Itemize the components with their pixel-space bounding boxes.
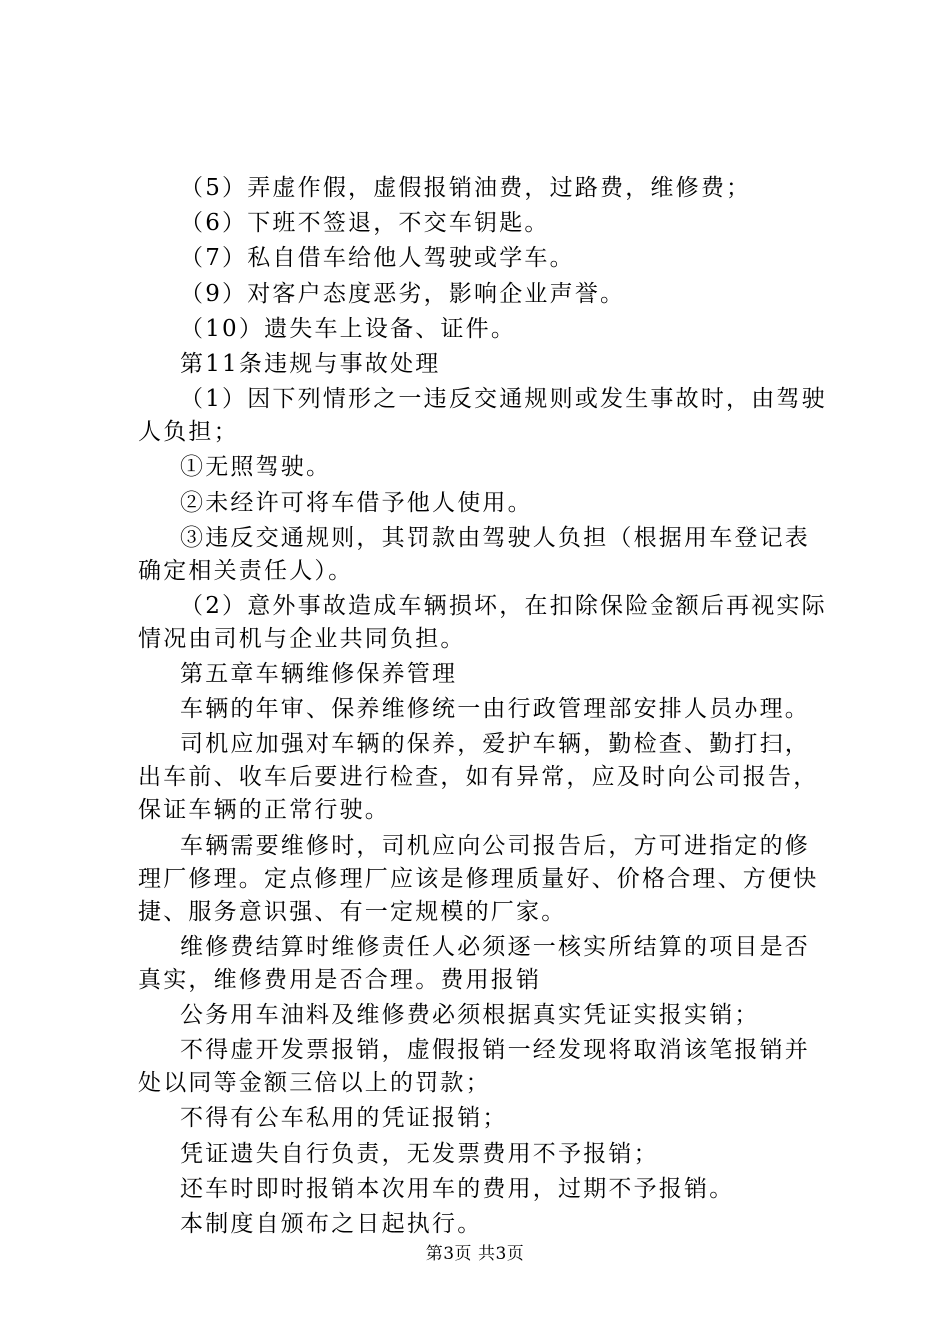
paragraph-19: 不得有公车私用的凭证报销； [180, 1105, 508, 1132]
paragraph-17: 公务用车油料及维修费必须根据真实凭证实报实销； [180, 1002, 760, 1028]
paragraph-22: 本制度自颁布之日起执行。 [180, 1210, 483, 1237]
paragraph-20: 凭证遗失自行负责，无发票费用不予报销； [180, 1140, 659, 1167]
paragraph-13: 车辆的年审、保养维修统一由行政管理部安排人员办理。 [180, 696, 810, 723]
section-heading-article-11: 第11条违规与事故处理 [180, 350, 441, 377]
document-body [138, 172, 830, 1243]
page-number-label: 第3页 共3页 [425, 1244, 525, 1264]
paragraph-1: （5）弄虚作假，虚假报销油费，过路费，维修费； [180, 175, 752, 201]
paragraph-14: 司机应加强对车辆的保养，爱护车辆，勤检查、勤打扫，出车前、收车后要进行检查，如有异常，应及时向公司报告，保证车辆的正常行驶。 [138, 731, 819, 824]
paragraph-15: 车辆需要维修时，司机应向公司报告后，方可进指定的修理厂修理。定点修理厂应该是修理质量好、价格合理、方便快捷、服务意识强、有一定规模的厂家。 [138, 832, 819, 925]
paragraph-8: ①无照驾驶。 [180, 454, 332, 481]
paragraph-16: 维修费结算时维修责任人必须逐一核实所结算的项目是否真实，维修费用是否合理。费用报销 [138, 933, 810, 993]
paragraph-18: 不得虚开发票报销，虚假报销一经发现将取消该笔报销并处以同等金额三倍以上的罚款； [138, 1037, 810, 1097]
paragraph-2: （6）下班不签退，不交车钥匙。 [180, 210, 550, 237]
paragraph-11: （2）意外事故造成车辆损坏，在扣除保险金额后再视实际情况由司机与企业共同负担。 [138, 592, 827, 652]
page-footer [0, 1243, 950, 1265]
paragraph-21: 还车时即时报销本次用车的费用，过期不予报销。 [180, 1175, 735, 1202]
paragraph-4: （9）对客户态度恶劣，影响企业声誉。 [180, 280, 626, 307]
paragraph-10: ③违反交通规则，其罚款由驾驶人负担（根据用车登记表确定相关责任人）。 [138, 524, 810, 584]
paragraph-7: （1）因下列情形之一违反交通规则或发生事故时，由驾驶人负担； [138, 386, 827, 446]
chapter-heading-5: 第五章车辆维修保养管理 [180, 661, 458, 688]
paragraph-9: ②未经许可将车借予他人使用。 [180, 489, 533, 516]
paragraph-5: （10）遗失车上设备、证件。 [180, 315, 517, 342]
paragraph-3: （7）私自借车给他人驾驶或学车。 [180, 245, 575, 272]
